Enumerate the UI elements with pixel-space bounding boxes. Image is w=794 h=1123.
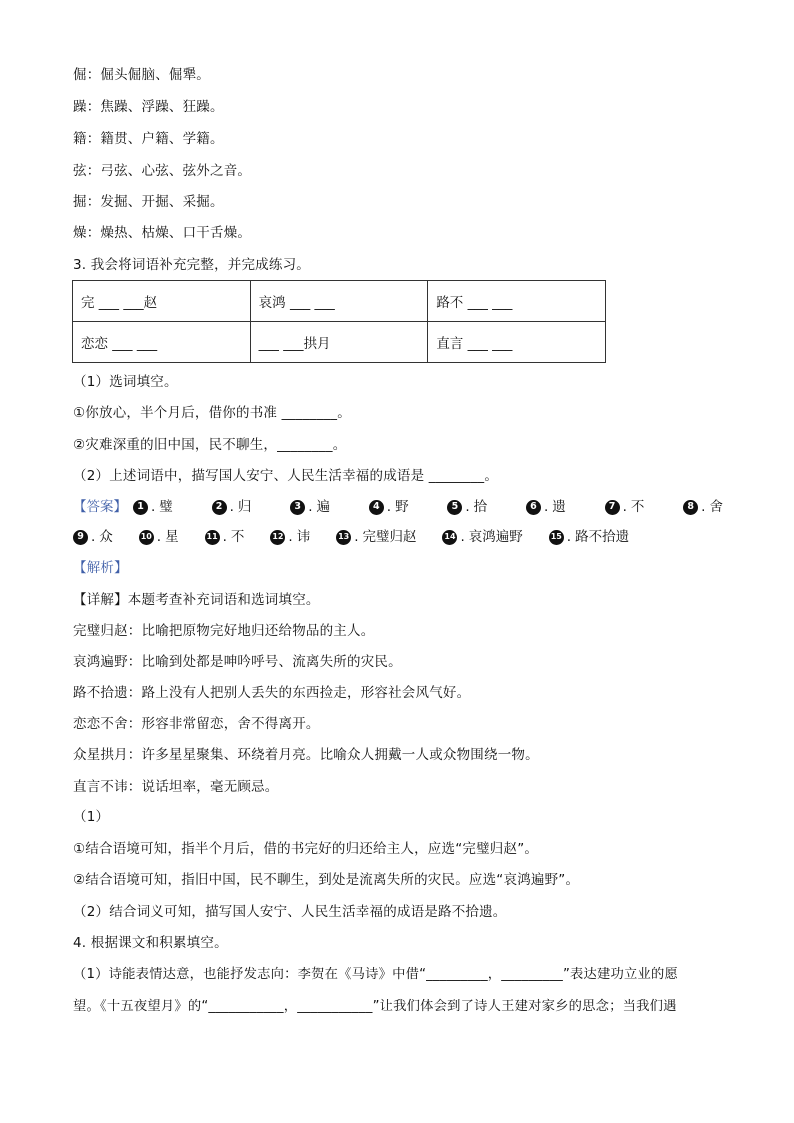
question-heading: 3. 我会将词语补充完整，并完成练习。 [73, 257, 310, 273]
answer-item [369, 498, 409, 516]
answer-item [270, 528, 310, 546]
answer-text: 拾 [473, 499, 488, 515]
text-line: 躁：焦躁、浮躁、狂躁。 [73, 99, 224, 115]
answer-text: 璧 [159, 499, 173, 515]
separator-dot: . [566, 529, 572, 545]
answer-item [447, 498, 487, 516]
answer-text: 遗 [552, 499, 566, 515]
separator-dot: . [386, 499, 392, 515]
answer-items [133, 498, 723, 516]
separator-dot: . [622, 499, 627, 515]
answer-text: 星 [165, 529, 179, 545]
answer-text: 归 [237, 499, 252, 515]
table-cell: 路不 ___ ___ [428, 281, 606, 322]
text-line: 路不拾遗：路上没有人把别人丢失的东西捡走，形容社会风气好。 [73, 685, 471, 701]
circled-number: 14 [442, 530, 457, 545]
text-line: 籍：籍贯、户籍、学籍。 [73, 131, 224, 147]
circled-number: 10 [139, 530, 154, 545]
circled-number: 15 [549, 530, 564, 545]
answer-items [73, 528, 629, 546]
separator-dot: . [460, 529, 465, 545]
answer-item [139, 528, 179, 546]
separator-dot: . [222, 529, 227, 545]
text-line: ①你放心，半个月后，借你的书准 ________。 [73, 405, 351, 421]
answer-item [683, 498, 723, 516]
text-line: （2）结合词义可知，描写国人安宁、人民生活幸福的成语是路不拾遗。 [73, 904, 507, 920]
separator-dot: . [465, 499, 470, 515]
text-line: ②结合语境可知，指旧中国，民不聊生，到处是流离失所的灾民。应选“哀鸿遍野”。 [73, 872, 580, 888]
circled-number: 5 [447, 500, 462, 515]
separator-dot: . [543, 499, 549, 515]
text-line: 众星拱月：许多星星聚集、环绕着月亮。比喻众人拥戴一人或众物围绕一物。 [73, 747, 539, 763]
table-row [73, 322, 606, 363]
answer-item [133, 498, 173, 516]
separator-dot: . [288, 529, 293, 545]
text-line: ①结合语境可知，指半个月后，借的书完好的归还给主人，应选“完璧归赵”。 [73, 841, 539, 857]
answer-item [549, 528, 629, 546]
circled-number: 7 [605, 500, 620, 515]
circled-number: 3 [290, 500, 305, 515]
answer-text: 哀鸿遍野 [468, 529, 523, 545]
text-line: （1）选词填空。 [73, 374, 178, 390]
text-line: （2）上述词语中，描写国人安宁、人民生活幸福的成语是 ________。 [73, 468, 499, 484]
answer-item [212, 498, 252, 516]
answer-text: 舍 [709, 499, 723, 515]
text-line: 哀鸿遍野：比喻到处都是呻吟呼号、流离失所的灾民。 [73, 654, 402, 670]
separator-dot: . [229, 499, 234, 515]
circled-number: 11 [205, 530, 220, 545]
answer-row-2 [73, 528, 629, 546]
table-cell: 直言 ___ ___ [428, 322, 606, 363]
answer-item [526, 498, 566, 516]
answer-item [336, 528, 416, 546]
text-line: 望。《十五夜望月》的“___________，___________”让我们体会到了诗人王建对家乡的思念；当我们遇 [73, 999, 677, 1014]
text-line: 直言不讳：说话坦率，毫无顾忌。 [73, 779, 279, 795]
circled-number: 9 [73, 530, 88, 545]
answer-text: 不 [230, 529, 245, 545]
answer-item [605, 498, 645, 516]
text-line: 恋恋不舍：形容非常留恋，舍不得离开。 [73, 716, 320, 732]
question-heading: 4. 根据课文和积累填空。 [73, 935, 228, 951]
separator-dot: . [354, 529, 359, 545]
table-cell: 哀鸿 ___ ___ [250, 281, 428, 322]
answer-text: 不 [630, 499, 645, 515]
circled-number: 6 [526, 500, 541, 515]
answer-text: 众 [99, 529, 113, 545]
answer-item [442, 528, 522, 546]
answer-item [290, 498, 330, 516]
answer-row-1 [73, 498, 723, 516]
circled-number: 8 [683, 500, 698, 515]
table-cell: 恋恋 ___ ___ [73, 322, 251, 363]
text-line: 弦：弓弦、心弦、弦外之音。 [73, 163, 252, 179]
answer-tag: 【答案】 [73, 499, 127, 515]
text-line: 掘：发掘、开掘、采掘。 [73, 194, 224, 210]
circled-number: 4 [369, 500, 384, 515]
answer-item [205, 528, 245, 546]
text-line: 倔：倔头倔脑、倔犟。 [73, 67, 210, 83]
answer-text: 野 [395, 499, 409, 515]
text-line: （1） [73, 809, 110, 825]
circled-number: 1 [133, 500, 148, 515]
answer-text: 遍 [316, 499, 330, 515]
separator-dot: . [91, 529, 96, 545]
table-row [73, 281, 606, 322]
text-line: 燥：燥热、枯燥、口干舌燥。 [73, 225, 252, 241]
circled-number: 12 [270, 530, 285, 545]
answer-item [73, 528, 113, 546]
text-line: 完璧归赵：比喻把原物完好地归还给物品的主人。 [73, 623, 375, 639]
table-cell: ___ ___拱月 [250, 322, 428, 363]
idiom-table [72, 280, 606, 363]
separator-dot: . [151, 499, 156, 515]
analysis-tag: 【解析】 [73, 560, 128, 576]
separator-dot: . [156, 529, 162, 545]
circled-number: 13 [336, 530, 351, 545]
answer-text: 讳 [296, 529, 311, 545]
answer-text: 完璧归赵 [362, 529, 417, 545]
separator-dot: . [701, 499, 706, 515]
separator-dot: . [308, 499, 313, 515]
text-line: ②灾难深重的旧中国，民不聊生，________。 [73, 437, 347, 453]
text-line: 【详解】本题考查补充词语和选词填空。 [73, 592, 320, 608]
table-cell: 完 ___ ___赵 [73, 281, 251, 322]
circled-number: 2 [212, 500, 227, 515]
answer-text: 路不拾遗 [575, 529, 630, 545]
text-line: （1）诗能表情达意，也能抒发志向：李贺在《马诗》中借“_________，_________”表达建功立业的愿 [73, 967, 679, 982]
